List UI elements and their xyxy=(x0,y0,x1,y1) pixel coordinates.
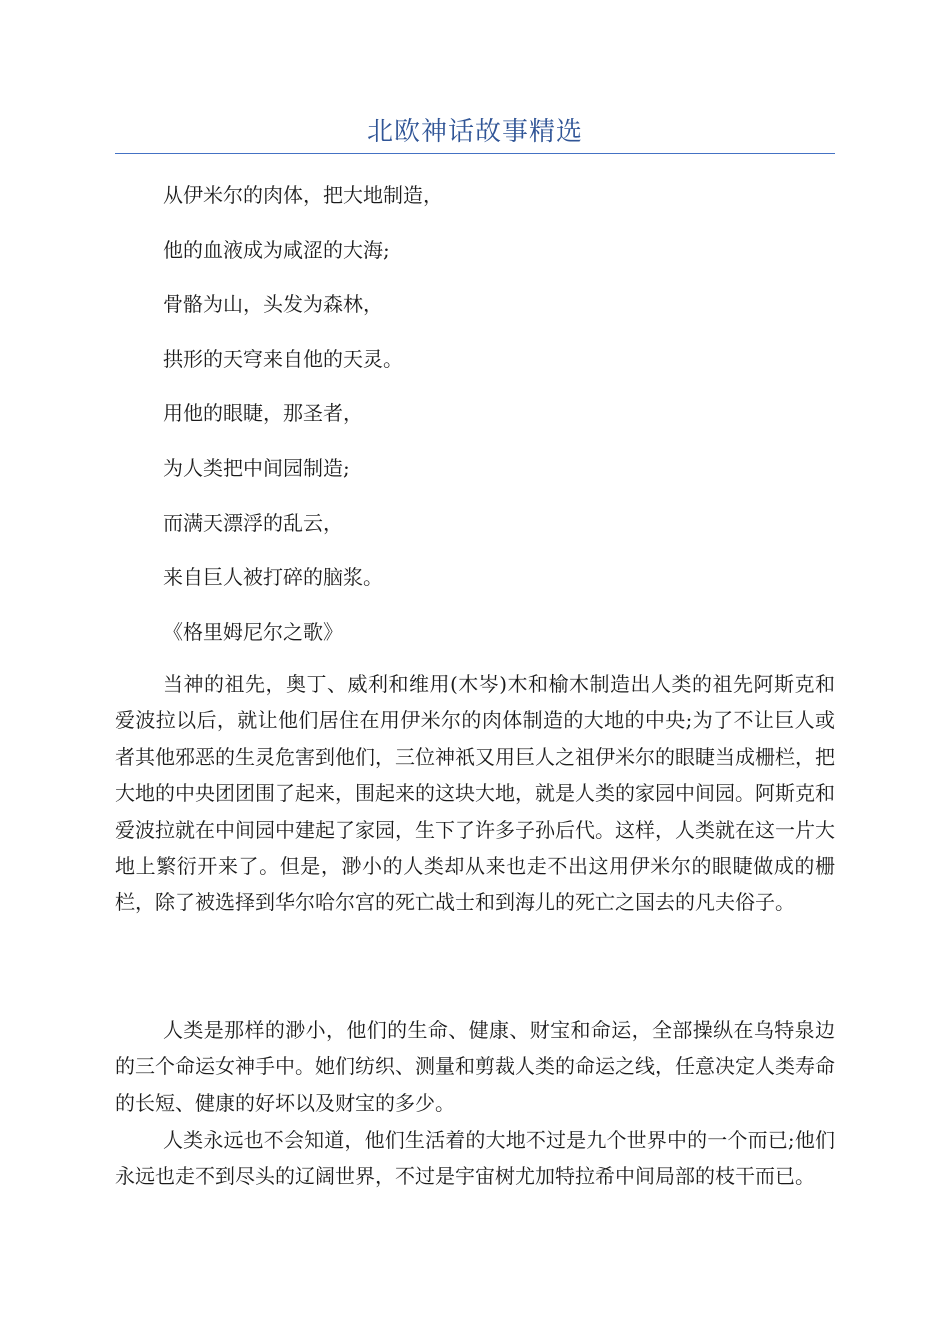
prose-block-1 xyxy=(115,666,835,921)
poem-line: 骨骼为山，头发为森林， xyxy=(163,292,383,317)
poem-line: 而满天漂浮的乱云， xyxy=(163,510,343,535)
poem-line: 从伊米尔的肉体，把大地制造， xyxy=(163,183,443,207)
poem-line: 为人类把中间园制造; xyxy=(163,455,350,480)
poem-line: 用他的眼睫，那圣者， xyxy=(163,401,363,426)
prose-block-2 xyxy=(115,1012,835,1121)
poem-source: 《格里姆尼尔之歌》 xyxy=(163,619,343,644)
poem-line: 拱形的天穹来自他的天灵。 xyxy=(163,346,403,371)
document-title: 北欧神话故事精选 xyxy=(366,117,583,147)
prose-block-3 xyxy=(115,1122,835,1195)
body-paragraph: 人类是那样的渺小，他们的生命、健康、财宝和命运，全部操纵在乌特泉边的三个命运女神手中。她们纺织、测量和剪裁人类的命运之线，任意决定人类寿命的长短、健康的好坏以及财宝的多少。 xyxy=(115,1018,835,1115)
body-paragraph: 当神的祖先，奥丁、威利和维用(木岑)木和榆木制造出人类的祖先阿斯克和爱波拉以后，就让他们居住在用伊米尔的肉体制造的大地的中央;为了不让巨人或者其他邪恶的生灵危害到他们，三位神祇又用巨人之祖伊米尔的眼睫当成栅栏，把大地的中央团团围了起来，围起来的这块大地，就是人类的家园中间园。阿斯克和爱波拉就在中间园中建起了家园，生下了许多子孙后代。这样，人类就在这一片大地上繁衍开来了。但是，渺小的人类却从来也走不出这用伊米尔的眼睫做成的栅栏，除了被选择到华尔哈尔宫的死亡战士和到海儿的死亡之国去的凡夫俗子。 xyxy=(115,672,835,915)
poem-line: 来自巨人被打碎的脑浆。 xyxy=(163,565,383,590)
poem-line: 他的血液成为咸涩的大海; xyxy=(163,237,390,262)
body-paragraph: 人类永远也不会知道，他们生活着的大地不过是九个世界中的一个而已;他们永远也走不到尽头的辽阔世界，不过是宇宙树尤加特拉希中间局部的枝干而已。 xyxy=(115,1128,835,1189)
poem-block xyxy=(163,178,835,669)
title-underline xyxy=(115,153,835,154)
